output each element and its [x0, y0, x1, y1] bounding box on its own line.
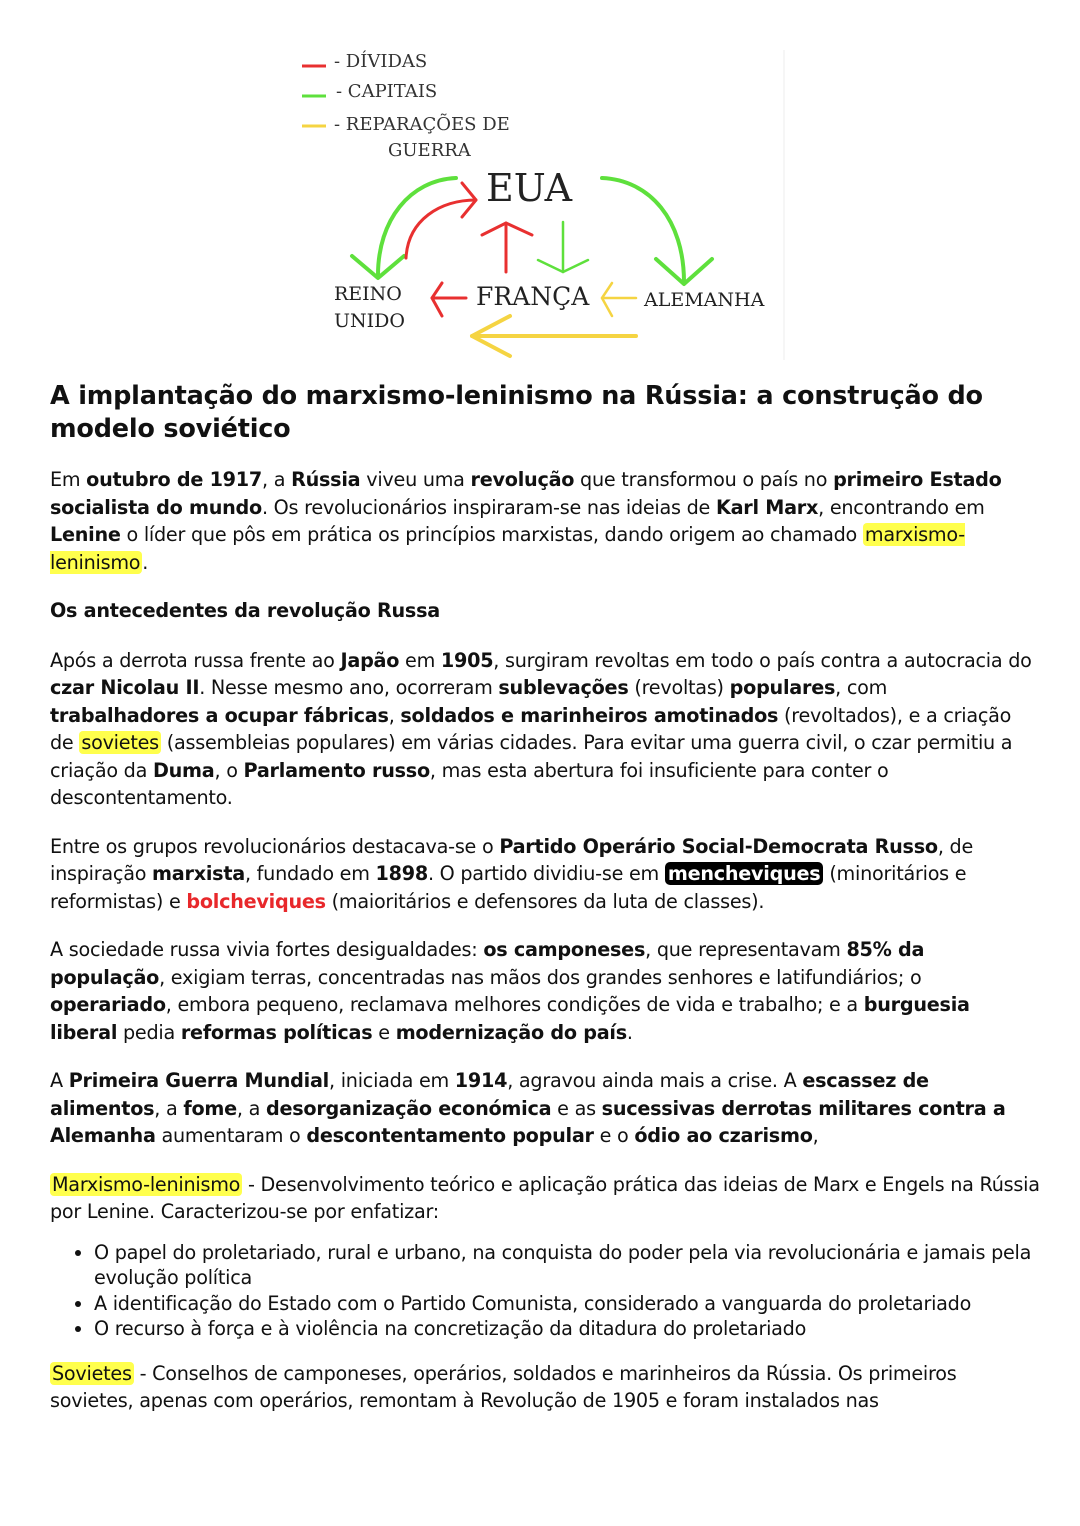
definition-marxismo-leninismo: Marxismo-leninismo - Desenvolvimento teórico e aplicação prática das ideias de Marx e Engels na Rússia por Lenine. Caracterizou-se por enfatizar: — [50, 1172, 1040, 1223]
node-reino-unido-line2: UNIDO — [334, 310, 405, 332]
list-item: • O recurso à força e à violência na concretização da ditadura do proletariado — [94, 1316, 1040, 1342]
paragraph-antecedents: Após a derrota russa frente ao Japão em 1905, surgiram revoltas em todo o país contra a autocracia do czar Nicolau II. Nesse mesmo ano, ocorreram sublevações (revoltas) populares, com trabalhadores a ocupar fábricas, soldados e marinheiros amotinados (revoltados), e a criação de sovietes (assembleias populares) em várias cidades. Para evitar uma guerra civil, o czar permitiu a criação da Duma, o Parlamento russo, mas esta abertura foi insuficiente para conter o descontentamento. — [50, 648, 1032, 809]
list-item: • A identificação do Estado com o Partido Comunista, considerado a vanguarda do proletariado — [94, 1291, 1040, 1317]
legend-reparations: - REPARAÇÕES DE — [334, 114, 510, 135]
paragraph-society: A sociedade russa vivia fortes desigualdades: os camponeses, que representavam 85% da população, exigiam terras, concentradas nas mãos dos grandes senhores e latifundiários; o operariado, embora pequeno, reclamava melhores condições de vida e trabalho; e a burguesia liberal pedia reformas políticas e modernização do país. — [50, 938, 970, 1044]
highlight-mencheviques: mencheviques — [665, 862, 824, 885]
highlight-marxismo-leninismo: marxismo-leninismo — [50, 523, 965, 574]
debt-flow-diagram — [290, 40, 790, 365]
node-franca: FRANÇA — [476, 282, 590, 311]
intro-paragraph: Em outubro de 1917, a Rússia viveu uma revolução que transformou o país no primeiro Estado socialista do mundo. Os revolucionários inspiraram-se nas ideias de Karl Marx, encontrando em Lenine o líder que pôs em prática os princípios marxistas, dando origem ao chamado marxismo-leninismo . — [50, 468, 1002, 574]
paragraph-ww1: A Primeira Guerra Mundial, iniciada em 1914, agravou ainda mais a crise. A escassez de alimentos, a fome, a desorganização económica e as sucessivas derrotas militares contra a Alemanha aumentaram o descontentamento popular e o ódio ao czarismo, — [50, 1069, 1006, 1147]
red-bolcheviques: bolcheviques — [186, 889, 326, 913]
capital-arrow-de-icon — [602, 178, 684, 282]
definition-sovietes: Sovietes - Conselhos de camponeses, operários, soldados e marinheiros da Rússia. Os primeiros sovietes, apenas com operários, remontam à Revolução de 1905 e foram instalados nas — [50, 1361, 957, 1412]
section-subtitle: Os antecedentes da revolução Russa — [50, 599, 440, 622]
node-reino-unido: REINO — [334, 283, 402, 305]
legend-capital: - CAPITAIS — [336, 81, 438, 102]
paragraph-party: Entre os grupos revolucionários destacava-se o Partido Operário Social-Democrata Russo, de inspiração marxista, fundado em 1898. O partido dividiu-se em mencheviques (minoritários e reformistas) e bolcheviques (maioritários e defensores da luta de classes). — [50, 834, 974, 913]
debt-arrow-uk-usa-icon — [406, 200, 476, 258]
highlight-sovietes: sovietes — [81, 731, 159, 754]
article-title: A implantação do marxismo-leninismo na Rússia: a construção do modelo soviético — [50, 381, 983, 444]
node-alemanha: ALEMANHA — [644, 289, 765, 311]
legend-reparations-line2: GUERRA — [388, 140, 471, 161]
list-item: • O papel do proletariado, rural e urbano, na conquista do poder pela via revolucionária e jamais pela evolução política — [94, 1240, 1040, 1291]
characteristics-list — [50, 1240, 1040, 1342]
term-sovietes: Sovietes — [52, 1361, 132, 1385]
node-eua: EUA — [486, 166, 573, 210]
legend-debts: - DÍVIDAS — [334, 51, 428, 72]
term-marxismo-leninismo: Marxismo-leninismo — [52, 1172, 241, 1196]
article — [50, 380, 1040, 1436]
